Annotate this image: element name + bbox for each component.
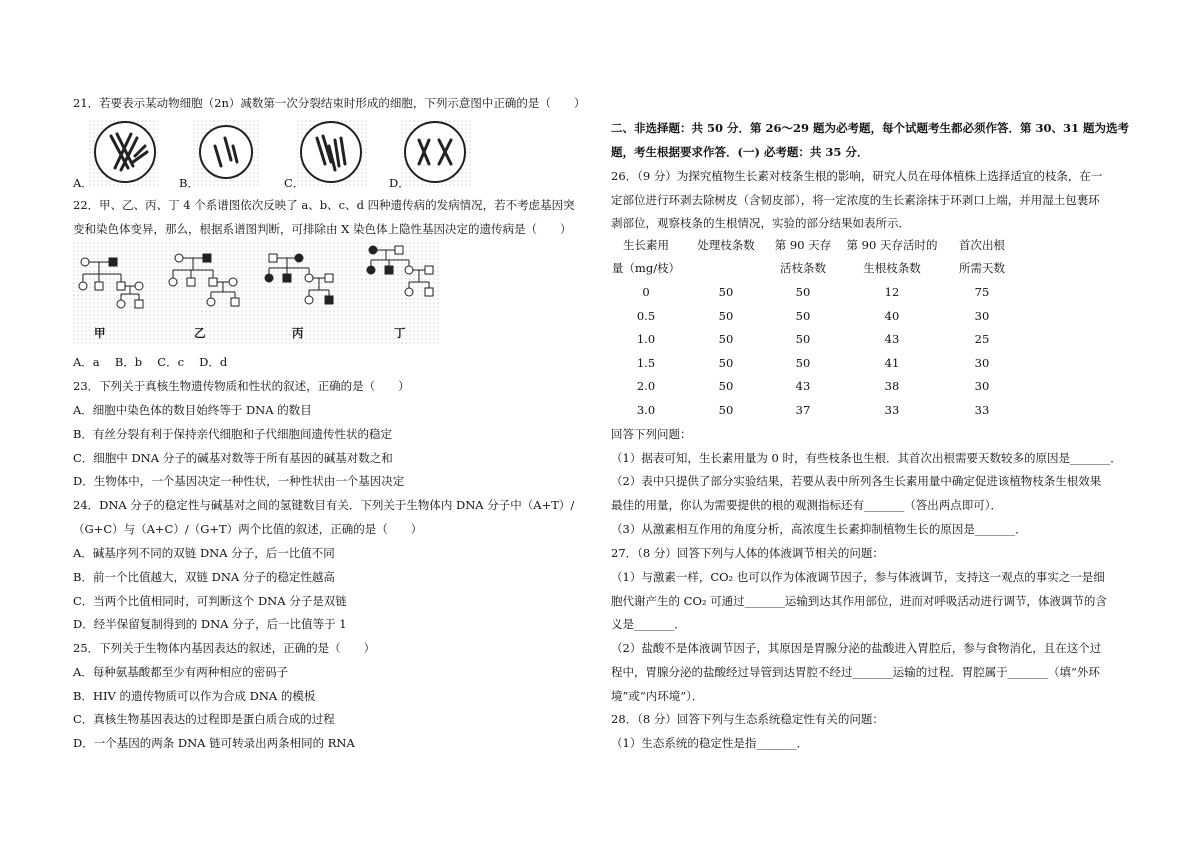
q22-stem-line1: 22．甲、乙、丙、丁 4 个系谱图依次反映了 a、b、c、d 四种遗传病的发病情况，若不考虑基因突 [73,198,575,212]
q26-part1: （1）据表可知，生长素用量为 0 时，有些枝条也生根．其首次出根需要天数较多的原因是_______． [611,451,1122,465]
q26-stem-line1: 26．（9 分）为探究植物生长素对枝条生根的影响，研究人员在母体植株上选择适宜的枝条，在一 [611,169,1103,183]
q28-part1: （1）生态系统的稳定性是指_______． [611,736,809,750]
table-cell: 50 [718,402,734,417]
table-row [611,351,1015,375]
table-cell: 1.5 [636,355,656,370]
pedigree-caption-jia: 甲 [94,326,106,340]
table-header-cell: 活枝条数 [780,261,826,276]
table-header-cell [681,257,771,281]
table-row [611,398,1015,422]
table-row [611,375,1015,399]
q21-option-d-label: D． [389,176,410,190]
table-header-cell: 第 90 天存 [774,237,832,252]
q24-option-c: C．当两个比值相同时，可判断这个 DNA 分子是双链 [73,594,347,608]
q26-part2-line1: （2）表中只提供了部分实验结果，若要从表中所列各生长素用量中确定促进该植物枝条生根效果 [611,474,1102,488]
q27-part1-line1: （1）与激素一样，CO₂ 也可以作为体液调节因子，参与体液调节，支持这一观点的事实之一是细 [611,570,1105,584]
table-cell: 3.0 [636,402,656,417]
table-header-cell: 第 90 天存活时的 [846,237,938,252]
q24-stem-line2: （G+C）与（A+C）/（G+T）两个比值的叙述，正确的是（ ） [73,522,423,536]
q23-stem: 23．下列关于真核生物遗传物质和性状的叙述，正确的是（ ） [73,379,410,393]
table-header-row [611,233,1015,257]
q22-answer-options: A．a B．b C．c D．d [73,355,228,369]
q21-option-b-label: B． [179,176,199,190]
table-header-cell: 首次出根 [959,237,1005,252]
table-cell: 33 [884,402,900,417]
table-header-cell: 处理枝条数 [697,237,755,252]
q25-option-d: D．一个基因的两条 DNA 链可转录出两条相同的 RNA [73,736,355,750]
table-header-cell: 生根枝条数 [863,261,921,276]
table-cell: 30 [974,379,990,394]
q25-option-b: B．HIV 的遗传物质可以作为合成 DNA 的模板 [73,689,316,703]
table-header-row [611,257,1015,281]
table-cell: 0 [642,284,650,299]
section-heading-line1: 二、非选择题：共 50 分．第 26～29 题为必考题，每个试题考生都必须作答．第 30、31 题为选考 [611,121,1130,135]
table-cell: 50 [795,355,811,370]
q24-option-a: A．碱基序列不同的双链 DNA 分子，后一比值不同 [73,546,335,560]
pedigree-caption-ding: 丁 [394,326,406,340]
table-cell: 33 [974,402,990,417]
table-cell: 30 [974,308,990,323]
q27-stem: 27．（8 分）回答下列与人体的体液调节相关的问题： [611,546,884,560]
q24-stem-line1: 24．DNA 分子的稳定性与碱基对之间的氢键数目有关．下列关于生物体内 DNA 分子中（A+T）/ [73,498,575,512]
q24-option-b: B．前一个比值越大，双链 DNA 分子的稳定性越高 [73,570,335,584]
table-cell: 37 [795,402,811,417]
q23-option-c: C．细胞中 DNA 分子的碱基对数等于所有基因的碱基对数之和 [73,451,393,465]
pedigree-diagrams-image [73,242,441,344]
table-cell: 40 [884,308,900,323]
q21-option-a-label: A． [73,176,93,190]
table-row [611,304,1015,328]
table-cell: 12 [884,284,900,299]
table-row [611,280,1015,304]
q27-part1-line3: 义是_______． [611,617,686,631]
table-cell: 0.5 [636,308,656,323]
q23-option-b: B．有丝分裂有利于保持亲代细胞和子代细胞间遗传性状的稳定 [73,427,392,441]
table-cell: 75 [974,284,990,299]
section-heading-line2: 题，考生根据要求作答．(一) 必考题：共 35 分． [611,145,869,159]
table-cell: 50 [718,308,734,323]
table-cell: 1.0 [636,332,656,347]
table-header-cell: 生长素用 [623,237,669,252]
table-cell: 50 [718,332,734,347]
table-cell: 25 [974,332,990,347]
q21-stem: 21．若要表示某动物细胞（2n）减数第一次分裂结束时形成的细胞，下列示意图中正确的是（ ） [73,96,586,110]
table-header-cell: 所需天数 [959,261,1005,276]
q21-option-c-label: C． [284,176,305,190]
q25-option-a: A．每种氨基酸都至少有两种相应的密码子 [73,665,289,679]
q26-results-table [611,233,1015,422]
table-cell: 50 [795,332,811,347]
pedigree-caption-yi: 乙 [194,326,206,340]
q23-option-a: A．细胞中染色体的数目始终等于 DNA 的数目 [73,403,312,417]
q23-option-d: D．生物体中，一个基因决定一种性状，一种性状由一个基因决定 [73,474,405,488]
table-cell: 50 [795,308,811,323]
q24-option-d: D．经半保留复制得到的 DNA 分子，后一比值等于 1 [73,617,347,631]
q25-option-c: C．真核生物基因表达的过程即是蛋白质合成的过程 [73,712,335,726]
table-cell: 50 [718,355,734,370]
q28-stem: 28．（8 分）回答下列与生态系统稳定性有关的问题： [611,712,884,726]
table-cell: 30 [974,355,990,370]
q22-stem-line2: 变和染色体变异，那么，根据系谱图判断，可排除由 X 染色体上隐性基因决定的遗传病是（ ） [73,222,572,236]
q27-part2-line1: （2）盐酸不是体液调节因子，其原因是胃腺分泌的盐酸进入胃腔后，参与食物消化，且在这个过 [611,641,1102,655]
table-cell: 50 [718,284,734,299]
table-row [611,327,1015,351]
q22-pedigree-figures [73,242,441,348]
table-cell: 50 [795,284,811,299]
q25-stem: 25．下列关于生物体内基因表达的叙述，正确的是（ ） [73,641,376,655]
q26-part2-line2: 最佳的用量，你认为需要提供的根的观测指标还有_______（答出两点即可）． [611,498,1002,512]
table-header-cell: 量（mg/枝） [611,261,681,276]
table-cell: 43 [795,379,811,394]
q26-stem-line3: 剥部位，观察枝条的生根情况，实验的部分结果如表所示． [611,216,910,230]
table-cell: 41 [884,355,900,370]
q27-part1-line2: 胞代谢产生的 CO₂ 可通过_______运输到达其作用部位，进而对呼吸活动进行调节，体液调节的含 [611,594,1107,608]
q26-answer-prompt: 回答下列问题： [611,427,692,441]
q26-stem-line2: 定部位进行环剥去除树皮（含韧皮部），将一定浓度的生长素涂抹于环剥口上端，并用湿土包裹环 [611,193,1100,207]
table-cell: 50 [718,379,734,394]
q27-part2-line2: 程中，胃腺分泌的盐酸经过导管到达胃腔不经过_______运输的过程．胃腔属于_______（填“外环 [611,665,1100,679]
q27-part2-line3: 境”或“内环境”）． [611,689,704,703]
table-cell: 38 [884,379,900,394]
table-cell: 43 [884,332,900,347]
pedigree-caption-bing: 丙 [292,326,304,340]
table-cell: 2.0 [636,379,656,394]
q26-part3: （3）从激素相互作用的角度分析，高浓度生长素抑制植物生长的原因是_______． [611,522,1027,536]
